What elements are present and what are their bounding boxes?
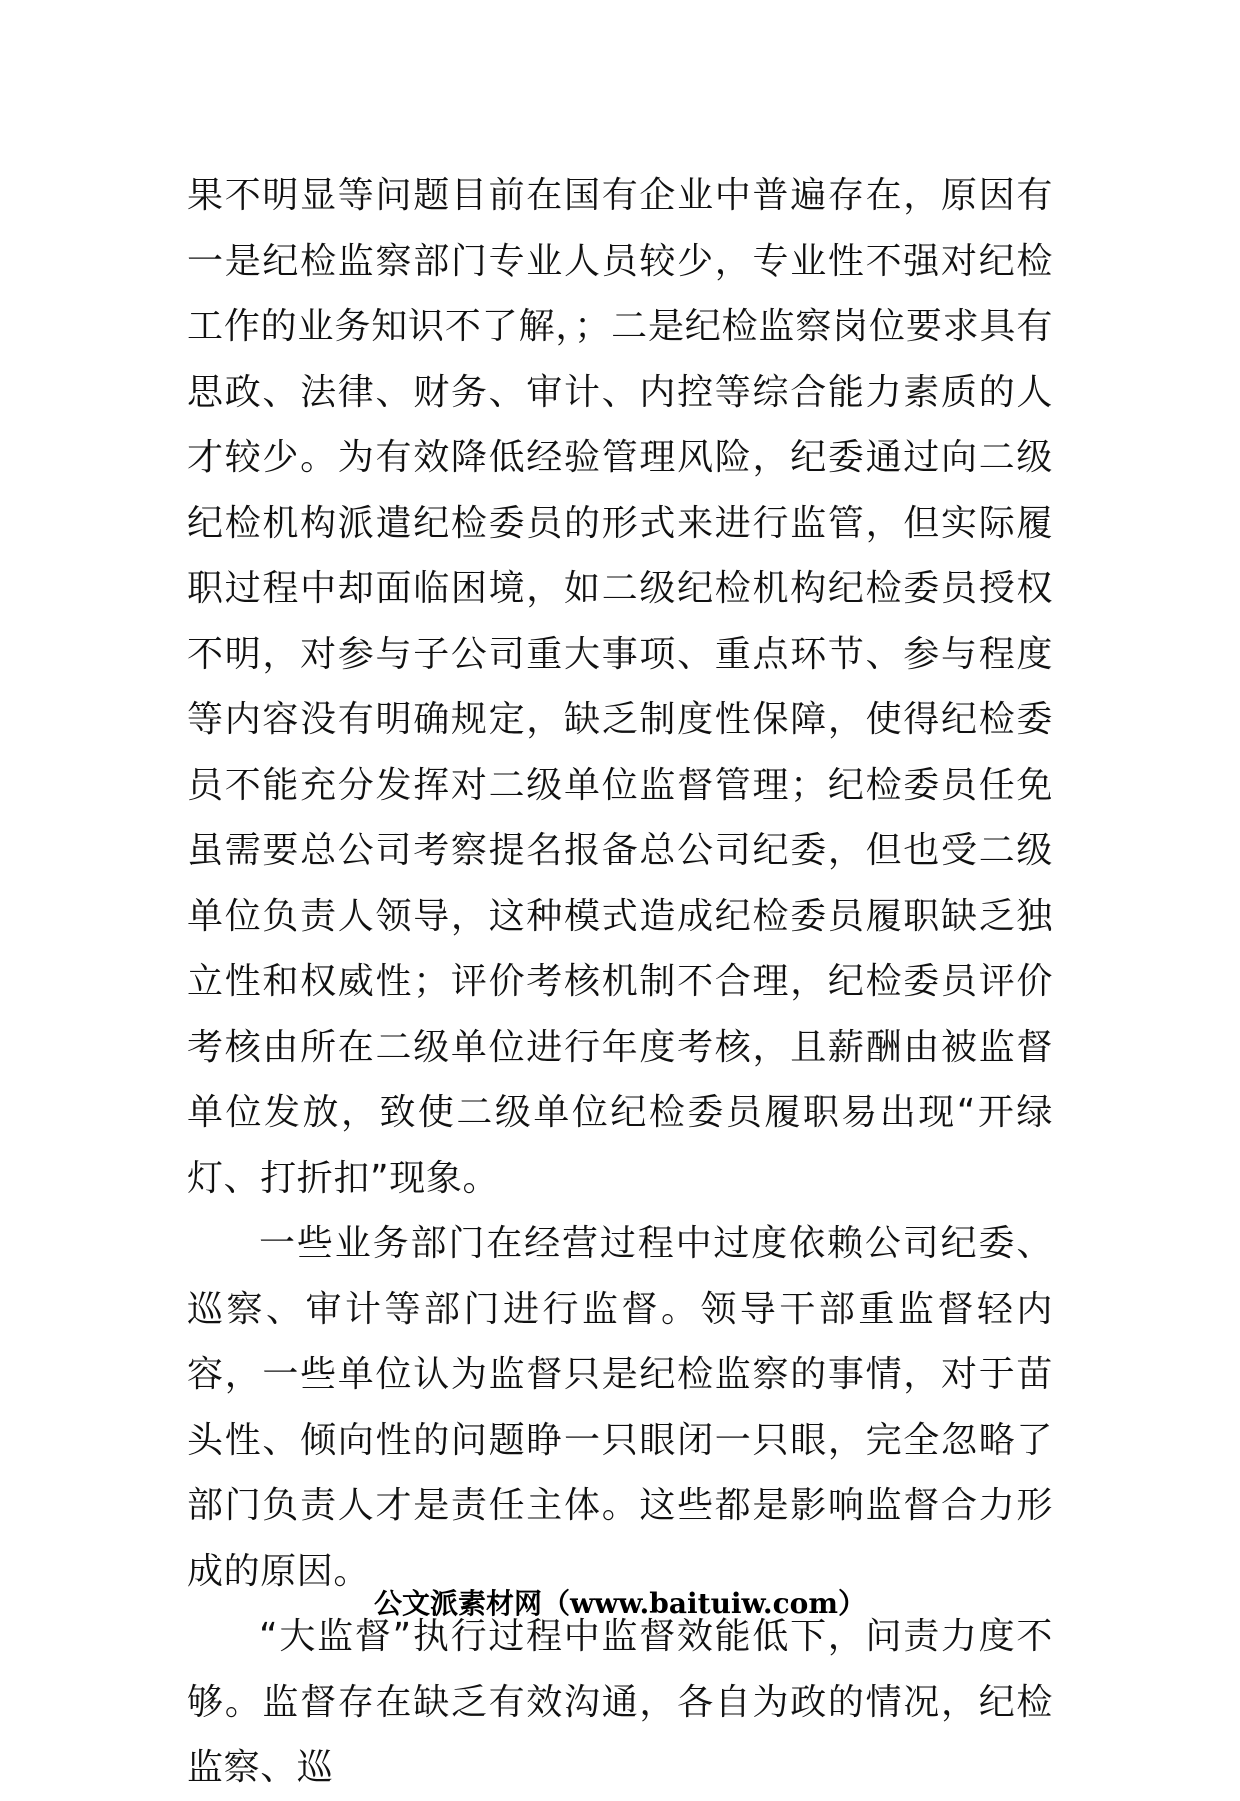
document-body (187, 163, 1053, 1801)
paragraph-continued: 果不明显等问题目前在国有企业中普遍存在，原因有一是纪检监察部门专业人员较少，专业性不强对纪检工作的业务知识不了解，；二是纪检监察岗位要求具有思政、法律、财务、审计、内控等综合能力素质的人才较少。为有效降低经验管理风险，纪委通过向二级纪检机构派遣纪检委员的形式来进行监管，但实际履职过程中却面临困境，如二级纪检机构纪检委员授权不明，对参与子公司重大事项、重点环节、参与程度等内容没有明确规定，缺乏制度性保障，使得纪检委员不能充分发挥对二级单位监督管理；纪检委员任免虽需要总公司考察提名报备总公司纪委，但也受二级单位负责人领导，这种模式造成纪检委员履职缺乏独立性和权威性；评价考核机制不合理，纪检委员评价考核由所在二级单位进行年度考核，且薪酬由被监督单位发放，致使二级单位纪检委员履职易出现“开绿灯、打折扣”现象。 (187, 175, 1053, 1199)
paragraph: “大监督”执行过程中监督效能低下，问责力度不够。监督存在缺乏有效沟通，各自为政的情况，纪检监察、巡 (187, 1616, 1053, 1788)
page-footer-watermark: 公文派素材网（www.baituiw.com） (374, 1587, 866, 1620)
paragraph: 一些业务部门在经营过程中过度依赖公司纪委、巡察、审计等部门进行监督。领导干部重监督轻内容，一些单位认为监督只是纪检监察的事情，对于苗头性、倾向性的问题睁一只眼闭一只眼，完全忽略了部门负责人才是责任主体。这些都是影响监督合力形成的原因。 (187, 1223, 1053, 1592)
